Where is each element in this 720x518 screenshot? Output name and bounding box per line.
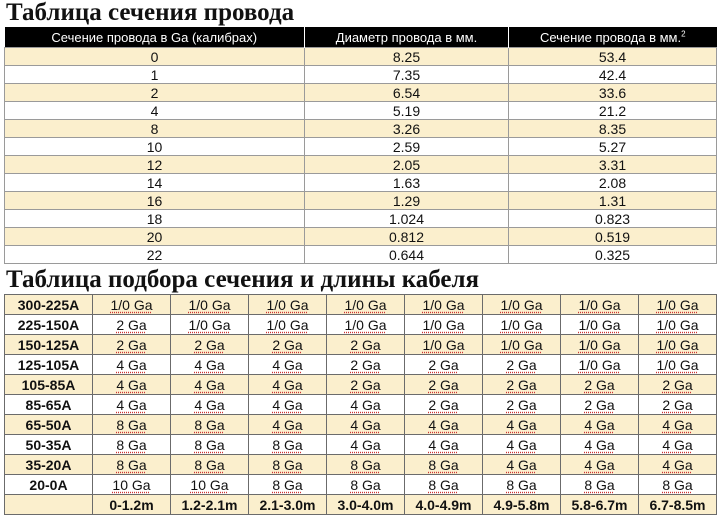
table-row (5, 395, 717, 415)
gauge-recommendation-cell: 4 Ga (639, 455, 717, 475)
diameter-cell: 5.19 (305, 102, 509, 120)
gauge-recommendation-cell: 1/0 Ga (405, 335, 483, 355)
gauge-recommendation-cell: 4 Ga (171, 395, 249, 415)
table-row (5, 415, 717, 435)
gauge-recommendation-cell: 4 Ga (405, 435, 483, 455)
length-cell: 2.1-3.0m (249, 495, 327, 515)
diameter-cell: 1.63 (305, 174, 509, 192)
gauge-recommendation-cell: 2 Ga (561, 375, 639, 395)
gauge-recommendation-cell: 2 Ga (93, 335, 171, 355)
gauge-recommendation-cell: 8 Ga (171, 435, 249, 455)
gauge-recommendation-cell: 2 Ga (405, 355, 483, 375)
gauge-recommendation-cell: 2 Ga (327, 355, 405, 375)
gauge-recommendation-cell: 4 Ga (327, 395, 405, 415)
gauge-recommendation-cell: 8 Ga (483, 475, 561, 495)
gauge-cell: 4 (5, 102, 305, 120)
length-footer-row (5, 495, 717, 515)
gauge-recommendation-cell: 10 Ga (171, 475, 249, 495)
table-row (5, 475, 717, 495)
area-cell: 8.35 (509, 120, 717, 138)
table-row (5, 48, 717, 66)
gauge-recommendation-cell: 8 Ga (639, 475, 717, 495)
gauge-recommendation-cell: 4 Ga (483, 435, 561, 455)
gauge-recommendation-cell: 8 Ga (171, 455, 249, 475)
length-cell: 4.9-5.8m (483, 495, 561, 515)
table-row (5, 156, 717, 174)
gauge-recommendation-cell: 8 Ga (327, 475, 405, 495)
gauge-recommendation-cell: 1/0 Ga (483, 315, 561, 335)
gauge-recommendation-cell: 8 Ga (405, 455, 483, 475)
gauge-recommendation-cell: 4 Ga (249, 375, 327, 395)
gauge-recommendation-cell: 10 Ga (93, 475, 171, 495)
diameter-cell: 2.59 (305, 138, 509, 156)
gauge-recommendation-cell: 8 Ga (171, 415, 249, 435)
amperage-cell: 300-225A (5, 295, 93, 315)
length-cell: 1.2-2.1m (171, 495, 249, 515)
gauge-recommendation-cell: 1/0 Ga (639, 295, 717, 315)
table-row (5, 315, 717, 335)
gauge-cell: 8 (5, 120, 305, 138)
gauge-recommendation-cell: 2 Ga (483, 375, 561, 395)
table-row (5, 138, 717, 156)
amperage-cell: 65-50A (5, 415, 93, 435)
area-cell: 1.31 (509, 192, 717, 210)
gauge-recommendation-cell: 4 Ga (639, 415, 717, 435)
gauge-recommendation-cell: 2 Ga (483, 355, 561, 375)
amperage-cell: 85-65A (5, 395, 93, 415)
gauge-recommendation-cell: 8 Ga (327, 455, 405, 475)
area-cell: 0.823 (509, 210, 717, 228)
gauge-cell: 12 (5, 156, 305, 174)
gauge-recommendation-cell: 1/0 Ga (561, 355, 639, 375)
wire-section-table (4, 27, 717, 264)
gauge-recommendation-cell: 4 Ga (249, 415, 327, 435)
gauge-recommendation-cell: 1/0 Ga (171, 295, 249, 315)
gauge-recommendation-cell: 2 Ga (561, 395, 639, 415)
amperage-cell: 150-125A (5, 335, 93, 355)
gauge-recommendation-cell: 4 Ga (639, 435, 717, 455)
gauge-cell: 20 (5, 228, 305, 246)
table-row (5, 455, 717, 475)
diameter-cell: 1.024 (305, 210, 509, 228)
diameter-cell: 0.812 (305, 228, 509, 246)
gauge-cell: 2 (5, 84, 305, 102)
table-row (5, 120, 717, 138)
diameter-cell: 0.644 (305, 246, 509, 264)
section-table-title: Таблица сечения провода (6, 0, 295, 26)
gauge-recommendation-cell: 1/0 Ga (249, 295, 327, 315)
table-row (5, 295, 717, 315)
gauge-recommendation-cell: 4 Ga (249, 395, 327, 415)
header-gauge: Сечение провода в Ga (калибрах) (5, 27, 305, 48)
area-cell: 42.4 (509, 66, 717, 84)
table-row (5, 335, 717, 355)
selection-table-title: Таблица подбора сечения и длины кабеля (6, 266, 480, 293)
length-cell: 5.8-6.7m (561, 495, 639, 515)
gauge-recommendation-cell: 2 Ga (405, 375, 483, 395)
gauge-recommendation-cell: 2 Ga (405, 395, 483, 415)
gauge-recommendation-cell: 4 Ga (327, 435, 405, 455)
length-cell: 4.0-4.9m (405, 495, 483, 515)
diameter-cell: 2.05 (305, 156, 509, 174)
diameter-cell: 6.54 (305, 84, 509, 102)
gauge-recommendation-cell: 1/0 Ga (639, 315, 717, 335)
amperage-cell: 105-85A (5, 375, 93, 395)
gauge-cell: 14 (5, 174, 305, 192)
table-row (5, 246, 717, 264)
area-cell: 21.2 (509, 102, 717, 120)
amperage-cell: 35-20A (5, 455, 93, 475)
area-cell: 0.325 (509, 246, 717, 264)
gauge-recommendation-cell: 4 Ga (327, 415, 405, 435)
gauge-recommendation-cell: 4 Ga (483, 455, 561, 475)
gauge-cell: 10 (5, 138, 305, 156)
gauge-recommendation-cell: 4 Ga (405, 415, 483, 435)
area-cell: 53.4 (509, 48, 717, 66)
gauge-recommendation-cell: 4 Ga (249, 355, 327, 375)
gauge-recommendation-cell: 1/0 Ga (327, 315, 405, 335)
gauge-cell: 18 (5, 210, 305, 228)
diameter-cell: 7.35 (305, 66, 509, 84)
gauge-cell: 1 (5, 66, 305, 84)
gauge-recommendation-cell: 8 Ga (93, 455, 171, 475)
gauge-recommendation-cell: 2 Ga (327, 375, 405, 395)
table-row (5, 375, 717, 395)
gauge-recommendation-cell: 2 Ga (327, 335, 405, 355)
gauge-recommendation-cell: 8 Ga (249, 475, 327, 495)
gauge-recommendation-cell: 8 Ga (93, 435, 171, 455)
gauge-recommendation-cell: 1/0 Ga (249, 315, 327, 335)
gauge-recommendation-cell: 8 Ga (405, 475, 483, 495)
amperage-cell: 20-0A (5, 475, 93, 495)
table-row (5, 174, 717, 192)
gauge-recommendation-cell: 4 Ga (93, 395, 171, 415)
gauge-recommendation-cell: 1/0 Ga (327, 295, 405, 315)
cable-selection-table (4, 294, 717, 515)
gauge-recommendation-cell: 4 Ga (171, 355, 249, 375)
diameter-cell: 8.25 (305, 48, 509, 66)
area-cell: 3.31 (509, 156, 717, 174)
wire-section-header-row (5, 27, 717, 48)
area-cell: 0.519 (509, 228, 717, 246)
gauge-recommendation-cell: 8 Ga (561, 475, 639, 495)
amperage-cell: 50-35A (5, 435, 93, 455)
gauge-recommendation-cell: 4 Ga (561, 455, 639, 475)
area-cell: 5.27 (509, 138, 717, 156)
length-cell: 3.0-4.0m (327, 495, 405, 515)
length-cell: 6.7-8.5m (639, 495, 717, 515)
table-row (5, 210, 717, 228)
gauge-cell: 22 (5, 246, 305, 264)
gauge-recommendation-cell: 1/0 Ga (561, 315, 639, 335)
gauge-recommendation-cell: 8 Ga (249, 455, 327, 475)
table-row (5, 435, 717, 455)
amperage-cell: 125-105A (5, 355, 93, 375)
gauge-recommendation-cell: 1/0 Ga (405, 295, 483, 315)
gauge-recommendation-cell: 1/0 Ga (483, 295, 561, 315)
footer-blank-cell (5, 495, 93, 515)
area-cell: 2.08 (509, 174, 717, 192)
gauge-recommendation-cell: 1/0 Ga (561, 335, 639, 355)
table-row (5, 192, 717, 210)
gauge-recommendation-cell: 1/0 Ga (171, 315, 249, 335)
gauge-recommendation-cell: 2 Ga (171, 335, 249, 355)
gauge-recommendation-cell: 4 Ga (483, 415, 561, 435)
gauge-recommendation-cell: 8 Ga (93, 415, 171, 435)
amperage-cell: 225-150A (5, 315, 93, 335)
gauge-recommendation-cell: 4 Ga (561, 435, 639, 455)
diameter-cell: 1.29 (305, 192, 509, 210)
gauge-recommendation-cell: 4 Ga (171, 375, 249, 395)
gauge-recommendation-cell: 2 Ga (483, 395, 561, 415)
gauge-recommendation-cell: 1/0 Ga (561, 295, 639, 315)
gauge-recommendation-cell: 1/0 Ga (639, 355, 717, 375)
area-cell: 33.6 (509, 84, 717, 102)
header-area: Сечение провода в мм.$^2$ (509, 27, 717, 48)
table-row (5, 84, 717, 102)
length-cell: 0-1.2m (93, 495, 171, 515)
gauge-recommendation-cell: 2 Ga (639, 395, 717, 415)
table-row (5, 355, 717, 375)
gauge-recommendation-cell: 4 Ga (93, 375, 171, 395)
gauge-recommendation-cell: 2 Ga (93, 315, 171, 335)
gauge-recommendation-cell: 1/0 Ga (93, 295, 171, 315)
gauge-recommendation-cell: 2 Ga (249, 335, 327, 355)
gauge-recommendation-cell: 1/0 Ga (639, 335, 717, 355)
gauge-recommendation-cell: 4 Ga (561, 415, 639, 435)
diameter-cell: 3.26 (305, 120, 509, 138)
gauge-recommendation-cell: 4 Ga (93, 355, 171, 375)
gauge-recommendation-cell: 8 Ga (249, 435, 327, 455)
table-row (5, 66, 717, 84)
header-diameter: Диаметр провода в мм. (305, 27, 509, 48)
table-row (5, 228, 717, 246)
gauge-cell: 0 (5, 48, 305, 66)
table-row (5, 102, 717, 120)
gauge-recommendation-cell: 2 Ga (639, 375, 717, 395)
gauge-cell: 16 (5, 192, 305, 210)
gauge-recommendation-cell: 1/0 Ga (405, 315, 483, 335)
gauge-recommendation-cell: 1/0 Ga (483, 335, 561, 355)
